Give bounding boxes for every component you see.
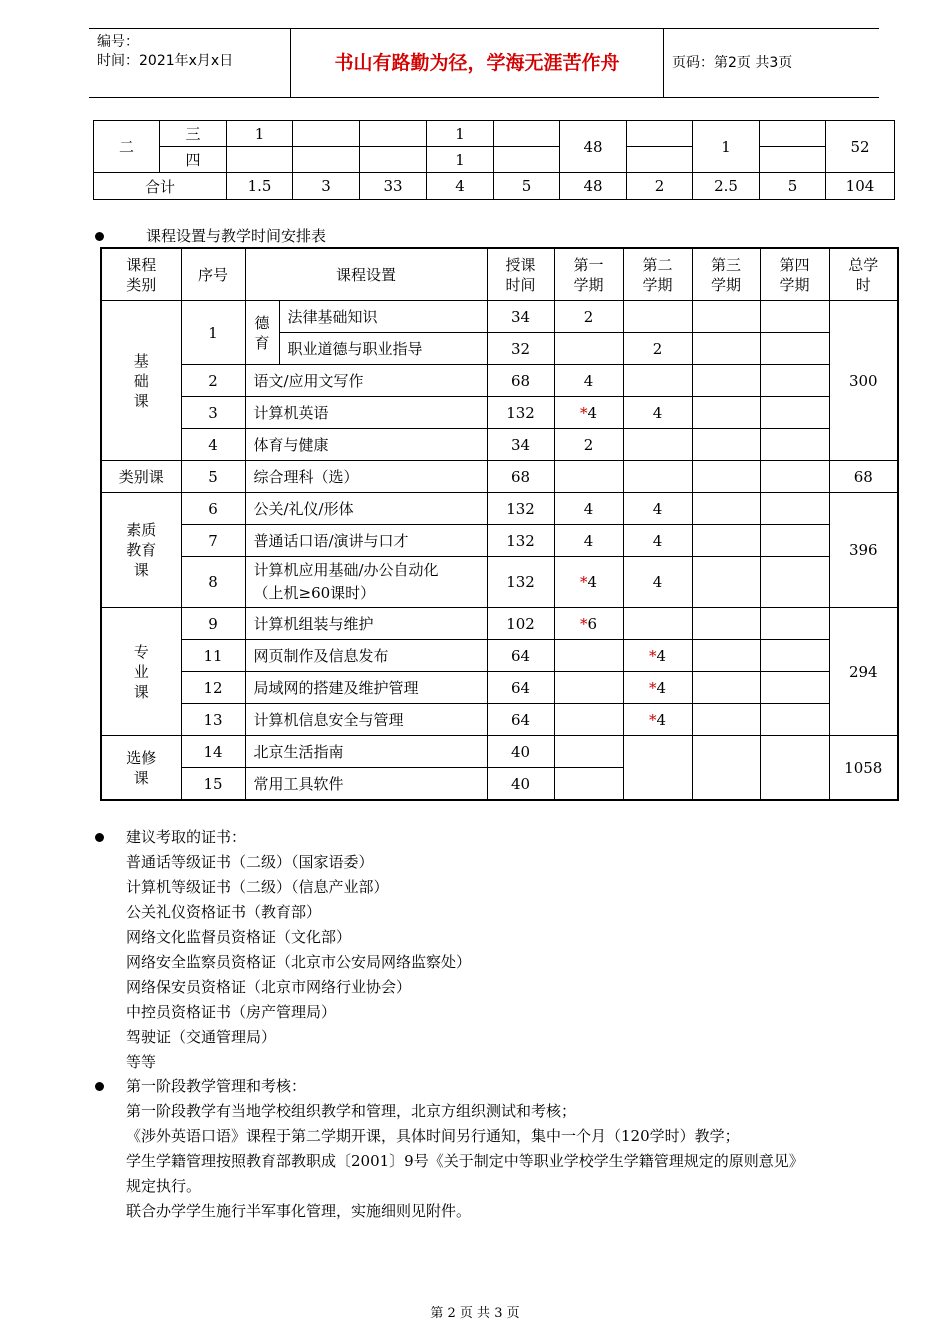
- sem2-cell: [623, 736, 692, 801]
- hours-cell: 102: [487, 608, 554, 640]
- schedule-table: [100, 247, 899, 801]
- table-row: [101, 429, 898, 461]
- seq-cell: 8: [181, 557, 245, 608]
- star-mark: *: [579, 614, 588, 633]
- col-header-seq: 序号: [181, 248, 245, 301]
- hours-cell: 40: [487, 736, 554, 768]
- header-motto: 书山有路勤为径，学海无涯苦作舟: [334, 52, 620, 74]
- table-row: [101, 608, 898, 640]
- sem3-cell: [692, 365, 760, 397]
- table-cell: 1: [427, 121, 494, 147]
- seq-cell: 6: [181, 493, 245, 525]
- seq-cell: 3: [181, 397, 245, 429]
- sem4-cell: [760, 672, 829, 704]
- sem2-cell: 4: [623, 493, 692, 525]
- sem1-value: 4: [587, 573, 598, 591]
- sem1-cell: [554, 768, 623, 801]
- category-basic: 基 础 课: [101, 301, 181, 461]
- sem2-cell: [623, 429, 692, 461]
- sum-row: [94, 173, 895, 200]
- sem3-cell: [692, 301, 760, 333]
- certificates-title: 建议考取的证书：: [126, 828, 247, 846]
- table-row: [101, 640, 898, 672]
- category-type: 类别课: [101, 461, 181, 493]
- seq-cell: 9: [181, 608, 245, 640]
- sem2-value: 4: [656, 710, 667, 729]
- bullet-icon: [95, 833, 104, 842]
- course-cell: 计算机应用基础/办公自动化 （上机≥60课时）: [245, 557, 487, 608]
- sem3-cell: [692, 736, 760, 801]
- table-row: [101, 365, 898, 397]
- sem3-cell: [692, 461, 760, 493]
- list-item: 普通话等级证书（二级）（国家语委）: [126, 853, 374, 871]
- star-mark: *: [579, 403, 588, 422]
- table-row: [101, 493, 898, 525]
- sem4-cell: [760, 493, 829, 525]
- sem4-cell: [760, 333, 829, 365]
- list-item: 驾驶证（交通管理局）: [126, 1028, 277, 1046]
- serial-label: 编号：: [97, 34, 139, 50]
- summary-table: [93, 120, 895, 200]
- sem2-cell: [623, 640, 692, 672]
- sem2-cell: 4: [623, 397, 692, 429]
- table-row: [101, 704, 898, 736]
- table-cell: [293, 121, 360, 147]
- list-item: 计算机等级证书（二级）（信息产业部）: [126, 878, 389, 896]
- star-mark: *: [648, 678, 657, 697]
- header-divider: [663, 29, 664, 97]
- sem4-cell: [760, 301, 829, 333]
- page-header: [89, 28, 879, 98]
- sem2-cell: [623, 608, 692, 640]
- course-cell: 普通话口语/演讲与口才: [245, 525, 487, 557]
- sem1-cell: 4: [554, 493, 623, 525]
- hours-cell: 68: [487, 461, 554, 493]
- table-cell: [627, 147, 693, 173]
- sem2-value: 4: [656, 646, 667, 665]
- sem1-cell: 4: [554, 365, 623, 397]
- sem1-cell: [554, 736, 623, 768]
- hours-cell: 64: [487, 672, 554, 704]
- course-cell: 体育与健康: [245, 429, 487, 461]
- col-header-sem2: 第二 学期: [623, 248, 692, 301]
- sem1-value: 4: [587, 403, 598, 422]
- sem1-value: 6: [587, 614, 598, 633]
- sem3-cell: [692, 333, 760, 365]
- sum-cell: 2: [627, 173, 693, 200]
- sum-cell: 1.5: [227, 173, 293, 200]
- list-item: 网络保安员资格证（北京市网络行业协会）: [126, 978, 412, 996]
- sem2-cell: [623, 365, 692, 397]
- hours-cell: 132: [487, 397, 554, 429]
- time-label: 时间：2021年x月x日: [97, 53, 234, 69]
- list-item: 中控员资格证书（房产管理局）: [126, 1003, 337, 1021]
- sem3-cell: [692, 672, 760, 704]
- star-mark: *: [648, 646, 657, 665]
- sem1-cell: [554, 557, 623, 608]
- table-row: [101, 525, 898, 557]
- table-cell: [760, 147, 826, 173]
- hours-cell: 132: [487, 557, 554, 608]
- hours-cell: 34: [487, 301, 554, 333]
- sem3-cell: [692, 493, 760, 525]
- list-item: 网络安全监察员资格证（北京市公安局网络监察处）: [126, 953, 472, 971]
- star-mark: *: [579, 573, 588, 591]
- course-cell: 职业道德与职业指导: [279, 333, 487, 365]
- sem2-cell: [623, 704, 692, 736]
- sum-cell: 33: [360, 173, 427, 200]
- seq-cell: 11: [181, 640, 245, 672]
- course-cell: 计算机英语: [245, 397, 487, 429]
- sem3-cell: [692, 557, 760, 608]
- course-cell: 计算机组装与维护: [245, 608, 487, 640]
- list-item: 公关礼仪资格证书（教育部）: [126, 903, 322, 921]
- moral-label: 德 育: [245, 301, 279, 365]
- bullet-icon: [95, 1082, 104, 1091]
- page-footer: 第 2 页 共 3 页: [430, 1306, 520, 1321]
- sem4-cell: [760, 397, 829, 429]
- sum-cell: 5: [494, 173, 560, 200]
- table-cell: [293, 147, 360, 173]
- sem2-cell: 4: [623, 525, 692, 557]
- term-cell: 四: [160, 147, 227, 173]
- course-cell: 综合理科（选）: [245, 461, 487, 493]
- col-header-category: 课程 类别: [101, 248, 181, 301]
- table-cell: [494, 147, 560, 173]
- sem4-cell: [760, 461, 829, 493]
- sem3-cell: [692, 608, 760, 640]
- table-cell: [360, 121, 427, 147]
- hours-cell: 32: [487, 333, 554, 365]
- sem1-cell: 2: [554, 301, 623, 333]
- paragraph-line: 《涉外英语口语》课程于第二学期开课，具体时间另行通知，集中一个月（120学时）教学；: [126, 1127, 740, 1145]
- seq-cell: 5: [181, 461, 245, 493]
- course-cell: 常用工具软件: [245, 768, 487, 801]
- sem1-cell: [554, 640, 623, 672]
- table-cell: [494, 121, 560, 147]
- category-major: 专 业 课: [101, 608, 181, 736]
- table-cell: 1: [693, 121, 760, 173]
- sem3-cell: [692, 704, 760, 736]
- hours-cell: 64: [487, 704, 554, 736]
- header-page-number: 页码：第2页 共3页: [672, 55, 793, 71]
- sem2-cell: 2: [623, 333, 692, 365]
- col-header-sem3: 第三 学期: [692, 248, 760, 301]
- total-basic: 300: [829, 301, 898, 461]
- sum-cell: 3: [293, 173, 360, 200]
- sem3-cell: [692, 429, 760, 461]
- seq-cell: 12: [181, 672, 245, 704]
- table-row: [94, 147, 895, 173]
- total-elective: 1058: [829, 736, 898, 801]
- sem1-cell: [554, 461, 623, 493]
- total-quality: 396: [829, 493, 898, 608]
- hours-cell: 64: [487, 640, 554, 672]
- table-cell: 48: [560, 121, 627, 173]
- table-row: [101, 461, 898, 493]
- table-cell: 1: [227, 121, 293, 147]
- sem4-cell: [760, 736, 829, 801]
- sem1-cell: 2: [554, 429, 623, 461]
- table-row: [101, 397, 898, 429]
- stage-paragraphs: [126, 1099, 804, 1224]
- col-header-hours: 授课 时间: [487, 248, 554, 301]
- table-row: [101, 557, 898, 608]
- category-elective: 选修 课: [101, 736, 181, 801]
- sem1-cell: [554, 704, 623, 736]
- sem3-cell: [692, 397, 760, 429]
- sem2-value: 4: [656, 678, 667, 697]
- table-row: [101, 301, 898, 333]
- sum-cell: 2.5: [693, 173, 760, 200]
- table-cell: [227, 147, 293, 173]
- table-row: [101, 736, 898, 768]
- sem2-cell: [623, 672, 692, 704]
- sem1-cell: [554, 672, 623, 704]
- sem2-cell: [623, 301, 692, 333]
- sem1-cell: 4: [554, 525, 623, 557]
- hours-cell: 40: [487, 768, 554, 801]
- col-header-sem1: 第一 学期: [554, 248, 623, 301]
- hours-cell: 34: [487, 429, 554, 461]
- category-quality: 素质 教育 课: [101, 493, 181, 608]
- header-row: [101, 248, 898, 301]
- sem1-cell: [554, 333, 623, 365]
- col-header-course: 课程设置: [245, 248, 487, 301]
- table-cell: [760, 121, 826, 147]
- course-cell: 公关/礼仪/形体: [245, 493, 487, 525]
- seq-cell: 1: [181, 301, 245, 365]
- total-major: 294: [829, 608, 898, 736]
- seq-cell: 13: [181, 704, 245, 736]
- total-type: 68: [829, 461, 898, 493]
- sem1-cell: [554, 397, 623, 429]
- table-cell: [627, 121, 693, 147]
- hours-cell: 132: [487, 493, 554, 525]
- paragraph-line: 联合办学学生施行半军事化管理，实施细则见附件。: [126, 1202, 472, 1220]
- sem4-cell: [760, 704, 829, 736]
- seq-cell: 2: [181, 365, 245, 397]
- course-cell: 计算机信息安全与管理: [245, 704, 487, 736]
- sem1-cell: [554, 608, 623, 640]
- sem4-cell: [760, 525, 829, 557]
- table-row: [94, 121, 895, 147]
- schedule-title: 课程设置与教学时间安排表: [146, 227, 327, 245]
- header-meta: [97, 33, 287, 71]
- seq-cell: 14: [181, 736, 245, 768]
- sem3-cell: [692, 525, 760, 557]
- sem4-cell: [760, 608, 829, 640]
- col-header-sem4: 第四 学期: [760, 248, 829, 301]
- table-cell: 1: [427, 147, 494, 173]
- certificate-list: [126, 850, 471, 1075]
- seq-cell: 4: [181, 429, 245, 461]
- hours-cell: 132: [487, 525, 554, 557]
- term-cell: 三: [160, 121, 227, 147]
- table-cell: [360, 147, 427, 173]
- course-cell: 局域网的搭建及维护管理: [245, 672, 487, 704]
- paragraph-line: 学生学籍管理按照教育部教职成〔2001〕9号《关于制定中等职业学校学生学籍管理规定的原则意见》: [126, 1152, 804, 1170]
- sem4-cell: [760, 557, 829, 608]
- course-cell: 法律基础知识: [279, 301, 487, 333]
- seq-cell: 15: [181, 768, 245, 801]
- sum-cell: 104: [826, 173, 895, 200]
- paragraph-line: 第一阶段教学有当地学校组织教学和管理，北京方组织测试和考核；: [126, 1102, 577, 1120]
- sum-label: 合计: [94, 173, 227, 200]
- paragraph-line: 规定执行。: [126, 1177, 202, 1195]
- sem3-cell: [692, 640, 760, 672]
- table-row: [101, 672, 898, 704]
- stage-title: 第一阶段教学管理和考核：: [126, 1077, 307, 1095]
- list-item: 网络文化监督员资格证（文化部）: [126, 928, 352, 946]
- sem4-cell: [760, 429, 829, 461]
- table-cell: 52: [826, 121, 895, 173]
- sem4-cell: [760, 365, 829, 397]
- sum-cell: 5: [760, 173, 826, 200]
- sem2-cell: 4: [623, 557, 692, 608]
- sem4-cell: [760, 640, 829, 672]
- course-cell: 网页制作及信息发布: [245, 640, 487, 672]
- hours-cell: 68: [487, 365, 554, 397]
- sum-cell: 48: [560, 173, 627, 200]
- course-cell: 语文/应用文写作: [245, 365, 487, 397]
- sum-cell: 4: [427, 173, 494, 200]
- list-item: 等等: [126, 1053, 157, 1071]
- group-cell: 二: [94, 121, 160, 173]
- col-header-total: 总学 时: [829, 248, 898, 301]
- star-mark: *: [648, 710, 657, 729]
- bullet-icon: [95, 232, 104, 241]
- sem2-cell: [623, 461, 692, 493]
- course-cell: 北京生活指南: [245, 736, 487, 768]
- seq-cell: 7: [181, 525, 245, 557]
